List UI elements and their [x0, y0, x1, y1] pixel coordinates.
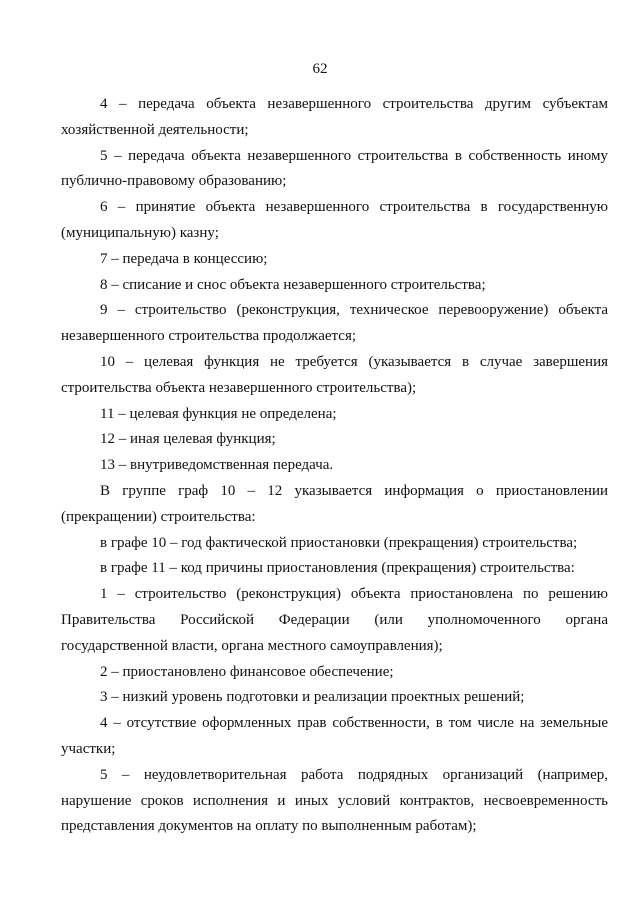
paragraph-code-10: 10 – целевая функция не требуется (указывается в случае завершения строительства объекта незавершенного строительства); — [61, 353, 608, 396]
paragraph-code-12: 12 – иная целевая функция; — [100, 431, 276, 448]
page-number: 62 — [312, 61, 328, 77]
paragraph-column-10: в графе 10 – год фактической приостановки (прекращения) строительства; — [100, 534, 578, 551]
paragraph-code-5: 5 – передача объекта незавершенного строительства в собственность иному публично-правовому образованию; — [61, 147, 608, 190]
paragraph-reason-5: 5 – неудовлетворительная работа подрядных организаций (например, нарушение сроков исполнения и иных условий контрактов, несвоевременность представления документов на оплату по выполненным работам); — [61, 766, 608, 835]
paragraph-code-11: 11 – целевая функция не определена; — [100, 405, 337, 422]
paragraph-reason-3: 3 – низкий уровень подготовки и реализации проектных решений; — [100, 689, 525, 706]
paragraph-group-10-12: В группе граф 10 – 12 указывается информация о приостановлении (прекращении) строительства: — [61, 482, 608, 525]
paragraph-code-6: 6 – принятие объекта незавершенного строительства в государственную (муниципальную) казну; — [61, 199, 608, 241]
paragraph-code-4: 4 – передача объекта незавершенного строительства другим субъектам хозяйственной деятельности; — [61, 96, 608, 138]
paragraph-code-13: 13 – внутриведомственная передача. — [100, 457, 334, 474]
paragraph-code-8: 8 – списание и снос объекта незавершенного строительства; — [100, 276, 486, 293]
paragraph-column-11: в графе 11 – код причины приостановления (прекращения) строительства: — [100, 560, 575, 577]
paragraph-reason-4: 4 – отсутствие оформленных прав собственности, в том числе на земельные участки; — [61, 715, 608, 757]
document-body — [61, 92, 608, 840]
paragraph-code-7: 7 – передача в концессию; — [100, 250, 268, 267]
paragraph-reason-1: 1 – строительство (реконструкция) объекта приостановлена по решению Правительства Российской Федерации (или уполномоченного органа государственной власти, органа местного самоуправления); — [61, 586, 608, 654]
paragraph-reason-2: 2 – приостановлено финансовое обеспечение; — [100, 663, 394, 680]
paragraph-code-9: 9 – строительство (реконструкция, техническое перевооружение) объекта незавершенного строительства продолжается; — [61, 302, 608, 345]
